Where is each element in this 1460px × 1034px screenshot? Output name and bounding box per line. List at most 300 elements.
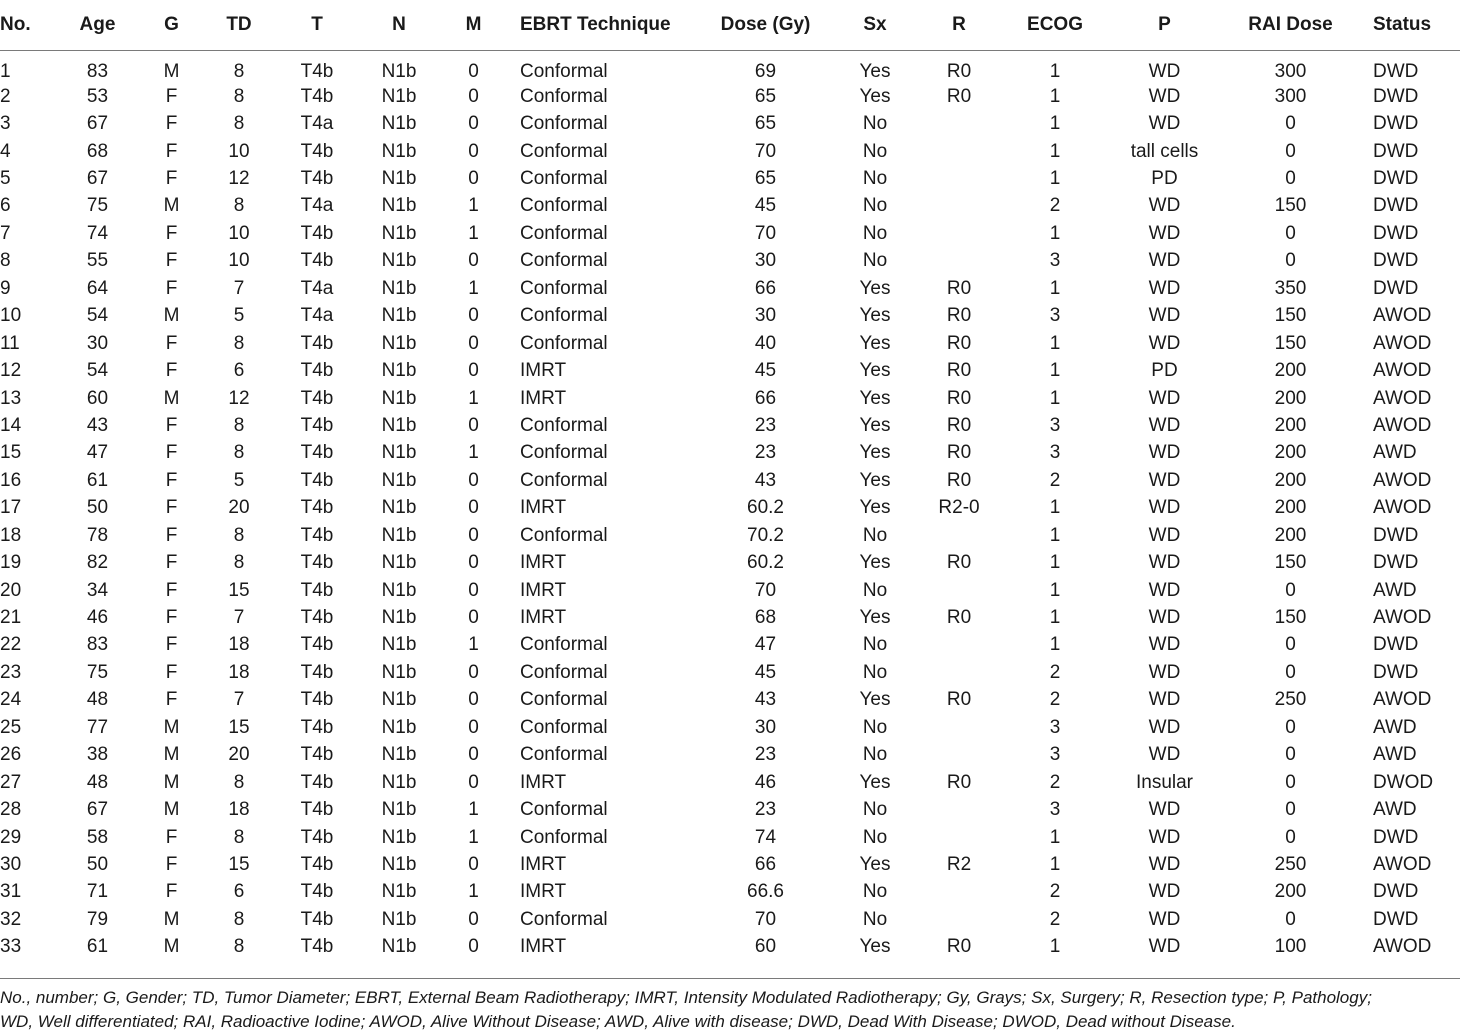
table-cell: 47 — [86, 442, 109, 464]
table-cell: T4b — [300, 579, 334, 601]
table-cell: WD — [1148, 881, 1181, 903]
table-cell: AWOD — [1373, 607, 1432, 629]
table-cell: WD — [1148, 387, 1181, 409]
table-cell: 0 — [1285, 222, 1296, 244]
table-cell: T4b — [300, 222, 334, 244]
table-row — [0, 467, 1460, 494]
table-cell: 68 — [754, 607, 777, 629]
table-cell: 53 — [86, 85, 109, 107]
table-cell: 1 — [1049, 85, 1061, 107]
table-cell: DWD — [1373, 277, 1419, 299]
table-cell: 5 — [0, 168, 11, 190]
table-cell: Conformal — [520, 113, 608, 135]
table-cell: 1 — [1049, 524, 1061, 546]
table-cell: Conformal — [520, 689, 608, 711]
table-cell: 8 — [0, 250, 11, 272]
table-cell: R0 — [946, 277, 972, 299]
table-cell: 3 — [1049, 716, 1061, 738]
table-cell: 1 — [1049, 552, 1061, 574]
table-cell: 66 — [754, 277, 777, 299]
table-cell: 1 — [1049, 826, 1061, 848]
table-cell: 8 — [233, 936, 245, 958]
table-cell: 64 — [86, 277, 109, 299]
table-cell: 83 — [86, 634, 109, 656]
table-row — [0, 248, 1460, 275]
table-row — [0, 412, 1460, 439]
table-cell: 47 — [754, 634, 777, 656]
table-cell: 30 — [86, 332, 109, 354]
table-cell: R0 — [946, 607, 972, 629]
table-cell: Conformal — [520, 85, 608, 107]
table-cell: F — [165, 552, 178, 574]
table-cell: 2 — [1049, 908, 1061, 930]
table-row — [0, 330, 1460, 357]
table-row — [0, 632, 1460, 659]
table-cell: T4b — [300, 716, 334, 738]
table-cell: 61 — [86, 469, 109, 491]
table-cell: T4b — [300, 853, 334, 875]
table-cell: F — [165, 442, 178, 464]
table-cell: N1b — [381, 853, 417, 875]
table-cell: Conformal — [520, 744, 608, 766]
table-cell: 100 — [1274, 936, 1307, 958]
table-cell: 8 — [233, 332, 245, 354]
table-cell: 0 — [468, 168, 479, 190]
table-row — [0, 165, 1460, 192]
table-cell: 68 — [86, 140, 109, 162]
table-cell: DWD — [1373, 826, 1419, 848]
table-cell: WD — [1148, 414, 1181, 436]
table-cell: 8 — [233, 85, 245, 107]
table-cell: IMRT — [520, 497, 567, 519]
table-cell — [919, 659, 999, 686]
table-header-row — [0, 0, 1460, 51]
table-cell: T4b — [300, 442, 334, 464]
table-cell: 0 — [468, 661, 479, 683]
table-cell: 5 — [233, 469, 245, 491]
table-cell: AWD — [1373, 716, 1417, 738]
table-cell: 0 — [1285, 908, 1296, 930]
table-cell: 15 — [0, 442, 22, 464]
table-cell: AWOD — [1373, 497, 1432, 519]
table-cell: N1b — [381, 469, 417, 491]
table-cell: Conformal — [520, 634, 608, 656]
table-cell: Conformal — [520, 661, 608, 683]
table-cell: No — [862, 195, 888, 217]
table-cell: R0 — [946, 414, 972, 436]
column-header: R — [952, 14, 966, 35]
table-cell: T4a — [300, 195, 334, 217]
table-cell: 29 — [0, 826, 22, 848]
table-cell: 33 — [0, 936, 22, 958]
table-cell: 3 — [0, 113, 11, 135]
table-cell: AWOD — [1373, 387, 1432, 409]
table-cell: Conformal — [520, 716, 608, 738]
table-row — [0, 796, 1460, 823]
table-cell: 1 — [468, 387, 479, 409]
table-cell: 0 — [1285, 771, 1296, 793]
table-cell: 54 — [86, 305, 109, 327]
table-cell: DWD — [1373, 250, 1419, 272]
table-cell: Yes — [859, 552, 891, 574]
table-row — [0, 659, 1460, 686]
table-cell: 0 — [468, 469, 479, 491]
table-cell: No — [862, 661, 888, 683]
table-cell: PD — [1151, 168, 1178, 190]
table-cell: 1 — [1049, 140, 1061, 162]
table-cell: 48 — [86, 771, 109, 793]
table-cell: IMRT — [520, 552, 567, 574]
table-cell: N1b — [381, 113, 417, 135]
table-cell: F — [165, 332, 178, 354]
table-cell: 8 — [233, 414, 245, 436]
table-cell: 78 — [86, 524, 109, 546]
table-cell — [919, 110, 999, 137]
table-cell: DWD — [1373, 552, 1419, 574]
table-row — [0, 934, 1460, 961]
table-cell: 50 — [86, 497, 109, 519]
table-cell: 8 — [233, 908, 245, 930]
table-row — [0, 604, 1460, 631]
column-header: N — [392, 14, 406, 35]
table-footnote — [0, 986, 1460, 1034]
table-cell: 200 — [1274, 414, 1307, 436]
table-cell: 15 — [228, 579, 250, 601]
table-cell: R0 — [946, 469, 972, 491]
table-cell: IMRT — [520, 360, 567, 382]
table-cell: No — [862, 168, 888, 190]
table-row — [0, 303, 1460, 330]
table-row — [0, 769, 1460, 796]
table-row — [0, 906, 1460, 933]
table-cell: Yes — [859, 305, 891, 327]
table-cell: DWD — [1373, 85, 1419, 107]
table-cell: 3 — [1049, 250, 1061, 272]
column-header: G — [164, 14, 179, 35]
table-cell: 1 — [468, 277, 479, 299]
table-cell: 60 — [754, 936, 777, 958]
table-cell: 25 — [0, 716, 22, 738]
table-cell: No — [862, 524, 888, 546]
table-cell: 45 — [754, 195, 777, 217]
table-cell: F — [165, 469, 178, 491]
table-cell: 23 — [0, 661, 22, 683]
table-cell: T4b — [300, 497, 334, 519]
table-cell: N1b — [381, 222, 417, 244]
table-cell: 32 — [0, 908, 22, 930]
table-cell: 11 — [0, 332, 20, 354]
table-cell: 2 — [1049, 689, 1061, 711]
table-cell: 8 — [233, 826, 245, 848]
table-cell: 1 — [468, 195, 479, 217]
table-cell: WD — [1148, 908, 1181, 930]
table-row — [0, 851, 1460, 878]
table-cell: IMRT — [520, 936, 567, 958]
table-cell: AWD — [1373, 744, 1417, 766]
table-cell: N1b — [381, 360, 417, 382]
table-cell: F — [165, 140, 178, 162]
table-row — [0, 522, 1460, 549]
table-cell: N1b — [381, 168, 417, 190]
table-cell: F — [165, 853, 178, 875]
table-cell: T4b — [300, 61, 334, 82]
table-cell: 1 — [0, 61, 11, 82]
table-row — [0, 51, 1460, 84]
table-cell: 7 — [233, 689, 245, 711]
table-cell: WD — [1148, 497, 1181, 519]
table-cell: R0 — [946, 771, 972, 793]
table-cell: N1b — [381, 607, 417, 629]
table-cell: IMRT — [520, 771, 567, 793]
table-cell: R0 — [946, 689, 972, 711]
table-cell: DWD — [1373, 908, 1419, 930]
table-cell: T4b — [300, 140, 334, 162]
column-header: Sx — [863, 14, 887, 35]
table-cell: IMRT — [520, 387, 567, 409]
table-cell: WD — [1148, 277, 1181, 299]
table-cell: 48 — [86, 689, 109, 711]
table-cell: 30 — [754, 305, 777, 327]
table-cell: 15 — [228, 853, 250, 875]
table-row — [0, 275, 1460, 302]
table-cell: N1b — [381, 195, 417, 217]
table-cell: WD — [1148, 85, 1181, 107]
table-cell: 45 — [754, 360, 777, 382]
table-cell: DWD — [1373, 524, 1419, 546]
table-cell: 26 — [0, 744, 22, 766]
table-cell: 12 — [228, 168, 250, 190]
table-cell: Yes — [859, 853, 891, 875]
table-cell: 0 — [468, 61, 479, 82]
table-cell: tall cells — [1130, 140, 1199, 162]
table-cell: R0 — [946, 85, 972, 107]
table-cell: T4b — [300, 414, 334, 436]
table-cell: M — [163, 387, 180, 409]
table-cell: DWD — [1373, 113, 1419, 135]
table-cell: F — [165, 414, 178, 436]
table-cell: 150 — [1274, 332, 1307, 354]
table-cell: T4b — [300, 634, 334, 656]
table-row — [0, 714, 1460, 741]
table-cell: M — [163, 305, 180, 327]
table-cell: M — [163, 799, 180, 821]
column-header: Status — [1373, 14, 1432, 35]
table-cell: F — [165, 634, 178, 656]
table-cell: N1b — [381, 881, 417, 903]
table-cell: 70 — [754, 140, 777, 162]
table-cell: AWD — [1373, 579, 1417, 601]
table-cell: 8 — [233, 771, 245, 793]
table-cell: M — [163, 908, 180, 930]
table-cell: T4b — [300, 936, 334, 958]
table-cell: 1 — [1049, 332, 1061, 354]
table-cell — [919, 714, 999, 741]
table-cell: 54 — [86, 360, 109, 382]
table-cell: 74 — [86, 222, 109, 244]
table-cell: N1b — [381, 442, 417, 464]
table-cell: T4a — [300, 305, 334, 327]
table-cell: 0 — [468, 853, 479, 875]
table-cell: AWOD — [1373, 936, 1432, 958]
table-row — [0, 495, 1460, 522]
table-cell: DWD — [1373, 222, 1419, 244]
table-cell: 18 — [0, 524, 22, 546]
table-cell: Conformal — [520, 442, 608, 464]
table-cell: Yes — [859, 497, 891, 519]
table-cell: DWD — [1373, 61, 1419, 82]
table-cell: IMRT — [520, 579, 567, 601]
table-cell: 200 — [1274, 387, 1307, 409]
table-cell: 66 — [754, 853, 777, 875]
table-cell: F — [165, 222, 178, 244]
table-cell: 0 — [468, 744, 479, 766]
table-cell: 22 — [0, 634, 22, 656]
table-cell: PD — [1151, 360, 1178, 382]
table-cell: 67 — [86, 799, 109, 821]
table-cell: 7 — [0, 222, 11, 244]
table-cell: F — [165, 85, 178, 107]
table-cell: WD — [1148, 579, 1181, 601]
table-cell: 8 — [233, 552, 245, 574]
table-cell: R2 — [946, 853, 972, 875]
table-cell: 2 — [1049, 881, 1061, 903]
table-cell: 8 — [233, 113, 245, 135]
table-cell: 1 — [1049, 360, 1061, 382]
table-cell: 6 — [0, 195, 11, 217]
table-cell: T4b — [300, 607, 334, 629]
table-cell: No — [862, 744, 888, 766]
table-cell: 0 — [1285, 250, 1296, 272]
table-cell: 8 — [233, 61, 245, 82]
table-row — [0, 549, 1460, 576]
table-cell: 10 — [228, 222, 250, 244]
table-cell: 65 — [754, 113, 777, 135]
table-cell: Yes — [859, 332, 891, 354]
table-cell: N1b — [381, 716, 417, 738]
table-cell: 6 — [233, 360, 245, 382]
table-cell: N1b — [381, 689, 417, 711]
table-cell: 79 — [86, 908, 109, 930]
column-header: RAI Dose — [1248, 14, 1333, 35]
table-cell: T4b — [300, 469, 334, 491]
table-cell: N1b — [381, 85, 417, 107]
table-cell — [919, 796, 999, 823]
table-cell: 3 — [1049, 414, 1061, 436]
table-cell: 60.2 — [747, 552, 784, 574]
table-cell: WD — [1148, 936, 1181, 958]
table-cell: 1 — [1049, 497, 1061, 519]
table-cell: N1b — [381, 250, 417, 272]
table-cell: 8 — [233, 442, 245, 464]
table-cell: Conformal — [520, 524, 608, 546]
table-cell: 6 — [233, 881, 245, 903]
table-cell: T4b — [300, 85, 334, 107]
table-cell: 30 — [754, 716, 777, 738]
table-cell: 250 — [1274, 689, 1307, 711]
table-cell: N1b — [381, 771, 417, 793]
table-cell: No — [862, 634, 888, 656]
table-cell: No — [862, 140, 888, 162]
table-row — [0, 385, 1460, 412]
table-cell: No — [862, 222, 888, 244]
table-row — [0, 138, 1460, 165]
table-cell: 45 — [754, 661, 777, 683]
table-cell: 3 — [1049, 305, 1061, 327]
table-cell: AWD — [1373, 442, 1417, 464]
table-cell: 75 — [86, 195, 109, 217]
table-cell: 350 — [1274, 277, 1307, 299]
table-cell: 4 — [0, 140, 11, 162]
table-cell: DWOD — [1373, 771, 1434, 793]
table-cell: Conformal — [520, 305, 608, 327]
table-cell: T4b — [300, 332, 334, 354]
table-cell: T4b — [300, 360, 334, 382]
table-cell: 0 — [1285, 799, 1296, 821]
table-cell: 0 — [468, 607, 479, 629]
table-row — [0, 742, 1460, 769]
table-cell: WD — [1148, 853, 1181, 875]
footnote-line-2: WD, Well differentiated; RAI, Radioactive Iodine; AWOD, Alive Without Disease; AWD, Alive with disease; DWD, Dead With Disease; DWOD, Dead without Disease. — [0, 1012, 1236, 1031]
table-cell: 0 — [468, 113, 479, 135]
table-cell: Yes — [859, 607, 891, 629]
table-cell: 82 — [86, 552, 109, 574]
table-cell: 20 — [0, 579, 22, 601]
table-cell — [919, 824, 999, 851]
table-cell: 3 — [1049, 799, 1061, 821]
table-cell: 43 — [754, 469, 777, 491]
table-cell: Conformal — [520, 277, 608, 299]
table-cell: 0 — [1285, 140, 1296, 162]
table-cell: 0 — [468, 552, 479, 574]
table-cell: 1 — [1049, 277, 1061, 299]
table-cell: 70 — [754, 908, 777, 930]
table-cell — [919, 906, 999, 933]
table-cell: WD — [1148, 305, 1181, 327]
table-cell: 70 — [754, 222, 777, 244]
table-cell: 1 — [468, 881, 479, 903]
table-cell: T4b — [300, 689, 334, 711]
table-cell: 3 — [1049, 744, 1061, 766]
table-cell: 20 — [228, 744, 250, 766]
table-cell: 150 — [1274, 552, 1307, 574]
table-cell: 200 — [1274, 524, 1307, 546]
table-cell: 67 — [86, 113, 109, 135]
table-cell: 71 — [86, 881, 109, 903]
table-row — [0, 193, 1460, 220]
table-cell: WD — [1148, 61, 1181, 82]
table-cell: IMRT — [520, 607, 567, 629]
table-cell: 23 — [754, 414, 777, 436]
table-cell — [919, 193, 999, 220]
table-row — [0, 110, 1460, 137]
table-cell: R0 — [946, 332, 972, 354]
table-cell: 65 — [754, 85, 777, 107]
table-cell: Conformal — [520, 61, 608, 82]
table-cell: 18 — [228, 661, 250, 683]
table-cell: 10 — [0, 305, 22, 327]
table-cell: R0 — [946, 305, 972, 327]
table-cell: 65 — [754, 168, 777, 190]
table-cell: No — [862, 826, 888, 848]
table-cell: WD — [1148, 661, 1181, 683]
table-cell: 7 — [233, 607, 245, 629]
table-cell: 15 — [228, 716, 250, 738]
table-cell: T4b — [300, 168, 334, 190]
table-cell: 21 — [0, 607, 22, 629]
table-cell: WD — [1148, 634, 1181, 656]
table-cell: Conformal — [520, 195, 608, 217]
table-cell: AWOD — [1373, 332, 1432, 354]
